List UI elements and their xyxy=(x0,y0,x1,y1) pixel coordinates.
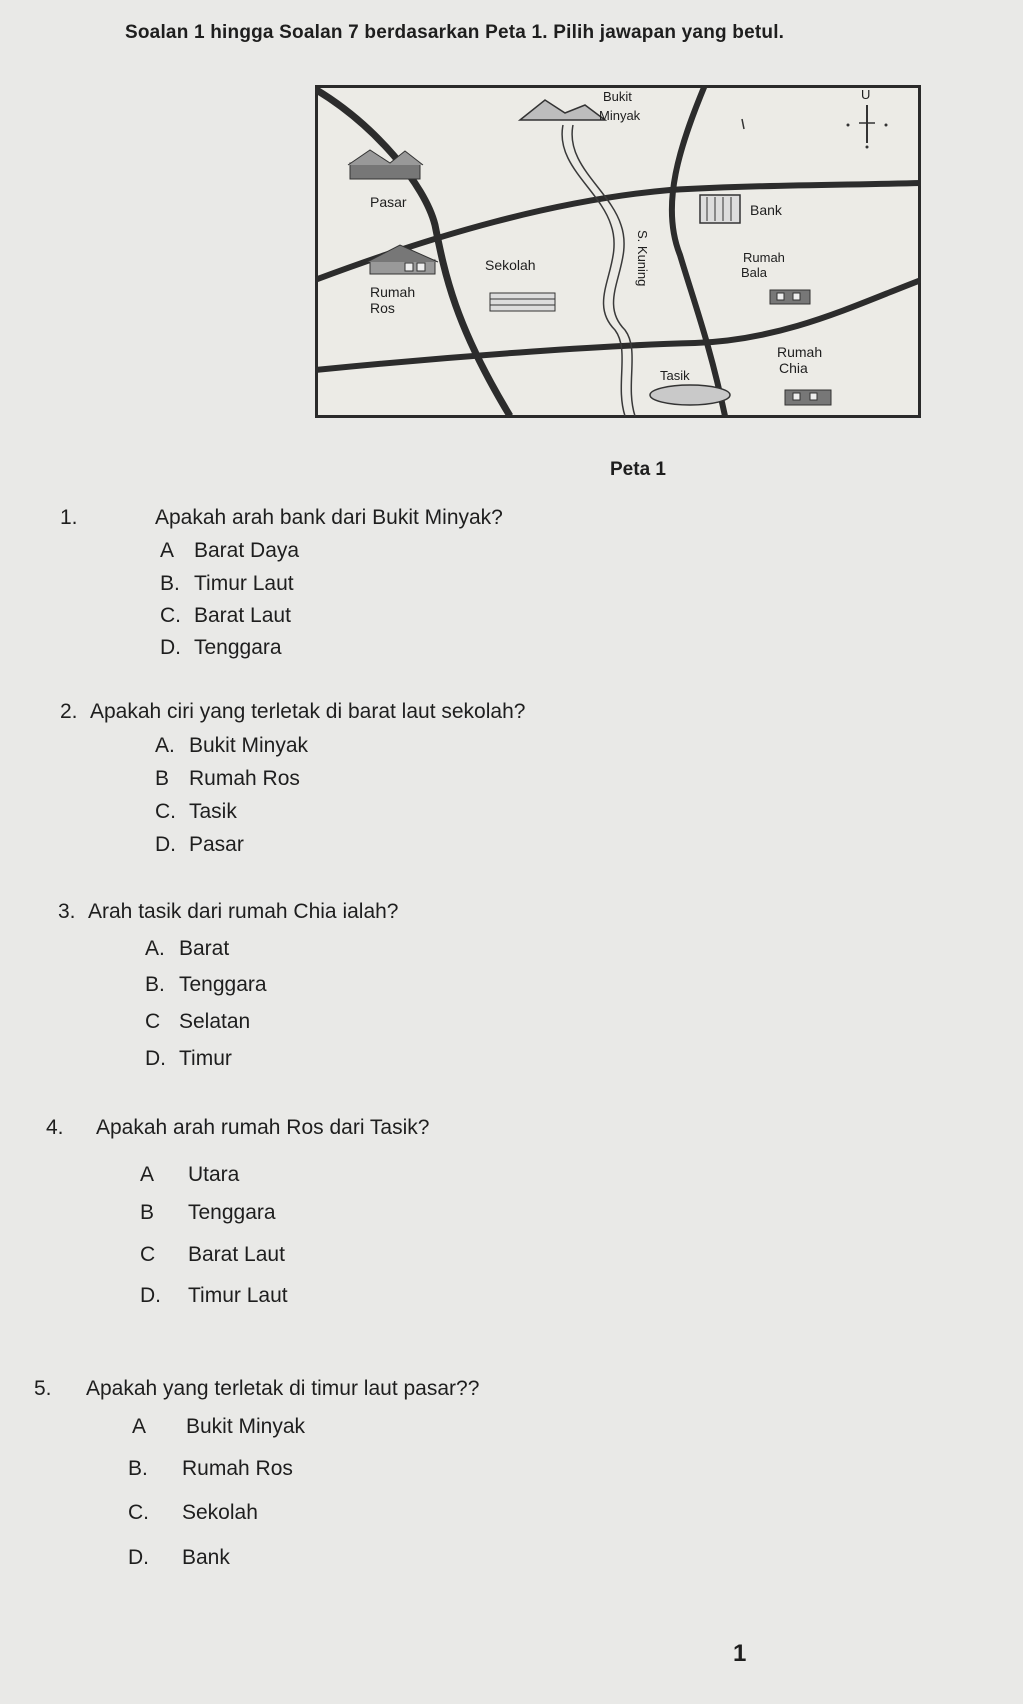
q3-option-d[interactable]: D. Timur xyxy=(145,1047,232,1070)
lake-icon xyxy=(650,385,730,405)
q1-option-d[interactable]: D. Tenggara xyxy=(160,636,282,659)
page-number: 1 xyxy=(733,1640,747,1667)
q4-option-b[interactable]: B Tenggara xyxy=(140,1201,276,1224)
label-sungai: S. Kuning xyxy=(635,230,650,287)
question-text: Apakah ciri yang terletak di barat laut sekolah? xyxy=(90,700,526,723)
q4-option-a[interactable]: A Utara xyxy=(140,1163,240,1186)
q5-option-a[interactable]: A Bukit Minyak xyxy=(132,1415,306,1438)
question-text: Apakah arah rumah Ros dari Tasik? xyxy=(96,1116,430,1139)
map-figure xyxy=(315,85,921,418)
q2-option-b[interactable]: B Rumah Ros xyxy=(155,767,300,790)
q1-option-b[interactable]: B. Timur Laut xyxy=(160,572,294,595)
question-number: 1. xyxy=(60,506,78,529)
rumah-chia-icon xyxy=(785,390,831,405)
rumah-bala-icon xyxy=(770,290,810,304)
question-4 xyxy=(46,1116,429,1140)
label-bukit-minyak-1: Bukit xyxy=(603,89,632,104)
q5-option-d[interactable]: D. Bank xyxy=(128,1546,230,1569)
q5-option-b[interactable]: B. Rumah Ros xyxy=(128,1457,293,1480)
label-sekolah: Sekolah xyxy=(485,257,536,273)
q4-option-d[interactable]: D. Timur Laut xyxy=(140,1284,288,1307)
q3-option-c[interactable]: C Selatan xyxy=(145,1010,251,1033)
question-number: 3. xyxy=(58,900,76,923)
label-rumah-bala-2: Bala xyxy=(741,265,768,280)
label-rumah-ros-2: Ros xyxy=(370,300,395,316)
q2-option-d[interactable]: D. Pasar xyxy=(155,833,244,856)
question-1 xyxy=(60,506,503,530)
label-rumah-ros-1: Rumah xyxy=(370,284,416,300)
question-text: Apakah arah bank dari Bukit Minyak? xyxy=(155,506,503,529)
q1-option-c[interactable]: C. Barat Laut xyxy=(160,604,291,627)
label-rumah-chia-1: Rumah xyxy=(777,344,823,360)
map-drawing xyxy=(315,85,921,418)
school-icon xyxy=(490,293,555,311)
q3-option-b[interactable]: B. Tenggara xyxy=(145,973,267,996)
question-number: 5. xyxy=(34,1377,52,1400)
q5-option-c[interactable]: C. Sekolah xyxy=(128,1501,258,1524)
compass-north-label: U xyxy=(861,87,871,102)
q2-option-a[interactable]: A. Bukit Minyak xyxy=(155,734,309,757)
question-text: Apakah yang terletak di timur laut pasar?? xyxy=(86,1377,480,1400)
question-text: Arah tasik dari rumah Chia ialah? xyxy=(88,900,399,923)
question-number: 4. xyxy=(46,1116,64,1139)
question-2 xyxy=(60,700,525,724)
question-number: 2. xyxy=(60,700,78,723)
label-pasar: Pasar xyxy=(370,194,407,210)
q2-option-c[interactable]: C. Tasik xyxy=(155,800,237,823)
question-5 xyxy=(34,1377,479,1401)
bank-icon xyxy=(700,195,740,223)
label-rumah-bala-1: Rumah xyxy=(743,250,785,265)
worksheet-instructions: Soalan 1 hingga Soalan 7 berdasarkan Peta 1. Pilih jawapan yang betul. xyxy=(125,22,785,43)
q1-option-a[interactable]: A Barat Daya xyxy=(160,539,300,562)
label-bukit-minyak-2: Minyak xyxy=(599,108,641,123)
q4-option-c[interactable]: C Barat Laut xyxy=(140,1243,285,1266)
question-3 xyxy=(58,900,399,924)
label-tasik: Tasik xyxy=(660,368,690,383)
label-bank: Bank xyxy=(750,202,782,218)
map-caption: Peta 1 xyxy=(610,459,666,480)
label-rumah-chia-2: Chia xyxy=(779,360,808,376)
q3-option-a[interactable]: A. Barat xyxy=(145,937,230,960)
